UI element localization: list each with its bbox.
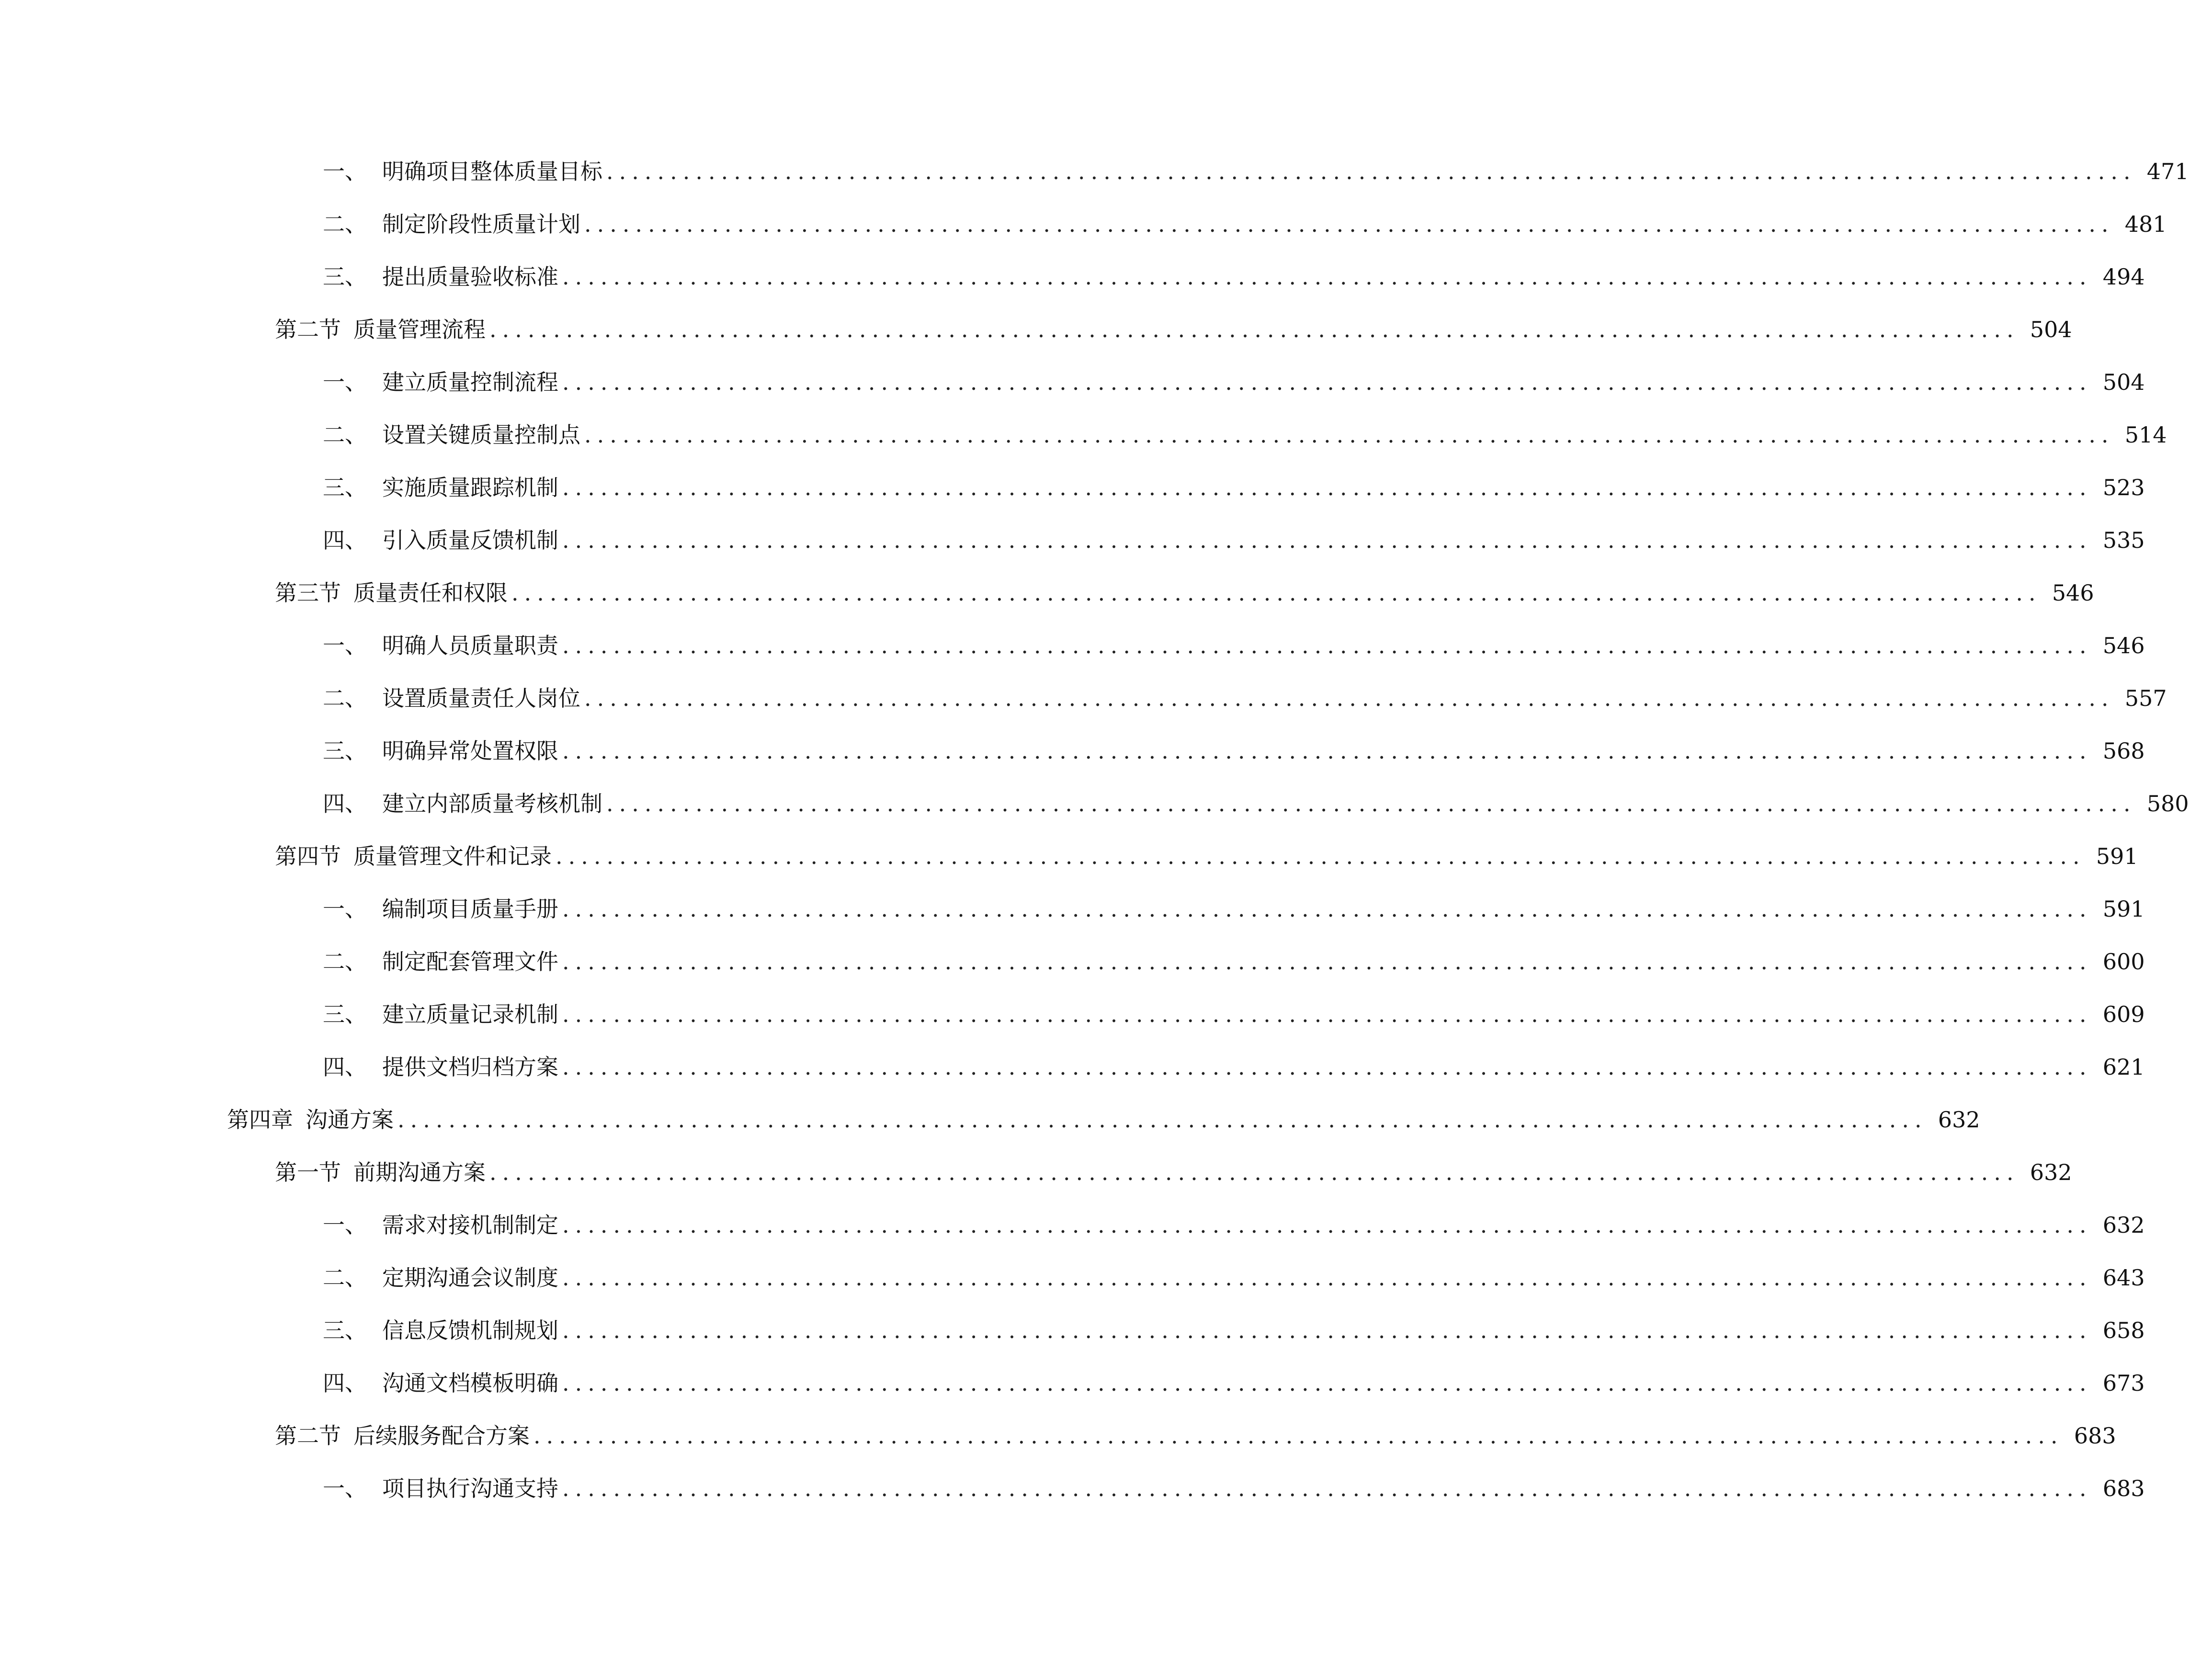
- toc-entry[interactable]: [0, 574, 2094, 612]
- toc-dot-leader: ........................................................................................................................: [562, 1265, 2092, 1291]
- toc-entry-page-number: 621: [2102, 1054, 2145, 1080]
- toc-dot-leader: ........................................................................................................................: [562, 475, 2092, 500]
- toc-entry-title: 定期沟通会议制度: [382, 1265, 558, 1291]
- toc-entry-marker: 第二节: [275, 1423, 341, 1449]
- toc-entry[interactable]: [0, 521, 2145, 559]
- toc-entry-title: 引入质量反馈机制: [382, 527, 558, 553]
- toc-dot-leader: ........................................................................................................................: [489, 317, 2019, 342]
- toc-dot-leader: ........................................................................................................................: [562, 264, 2092, 290]
- toc-entry[interactable]: [0, 416, 2167, 454]
- toc-entry-marker: 三、: [323, 475, 367, 500]
- toc-entry-title: 前期沟通方案: [353, 1159, 486, 1185]
- toc-entry-title: 建立内部质量考核机制: [382, 791, 602, 817]
- toc-entry-page-number: 591: [2096, 843, 2138, 869]
- toc-entry[interactable]: [0, 1469, 2145, 1508]
- toc-dot-leader: ........................................................................................................................: [562, 633, 2092, 658]
- toc-dot-leader: ........................................................................................................................: [606, 791, 2136, 817]
- toc-entry-marker: 一、: [323, 896, 367, 922]
- toc-dot-leader: ........................................................................................................................: [562, 1054, 2092, 1080]
- toc-entry-title: 建立质量记录机制: [382, 1001, 558, 1027]
- toc-dot-leader: ........................................................................................................................: [562, 1476, 2092, 1501]
- toc-entry-marker: 第四章: [227, 1107, 293, 1133]
- toc-dot-leader: ........................................................................................................................: [562, 1370, 2092, 1396]
- toc-entry-marker: 一、: [323, 1476, 367, 1501]
- toc-entry-page-number: 632: [2030, 1159, 2072, 1185]
- toc-entry[interactable]: [0, 1206, 2145, 1244]
- toc-entry[interactable]: [0, 363, 2145, 401]
- toc-entry-title: 质量责任和权限: [353, 580, 508, 606]
- toc-entry-marker: 第四节: [275, 843, 341, 869]
- toc-entry-page-number: 504: [2102, 369, 2145, 395]
- toc-entry-page-number: 658: [2102, 1317, 2145, 1343]
- toc-entry-marker: 第三节: [275, 580, 341, 606]
- toc-dot-leader: ........................................................................................................................: [562, 527, 2092, 553]
- toc-entry[interactable]: [0, 258, 2145, 296]
- toc-dot-leader: ........................................................................................................................: [562, 369, 2092, 395]
- toc-entry-marker: 第二节: [275, 317, 341, 342]
- toc-entry[interactable]: [0, 732, 2145, 770]
- toc-entry-title: 设置关键质量控制点: [382, 422, 580, 448]
- toc-entry-marker: 三、: [323, 738, 367, 764]
- toc-entry-title: 设置质量责任人岗位: [382, 685, 580, 711]
- toc-entry-title: 提供文档归档方案: [382, 1054, 558, 1080]
- toc-entry-page-number: 481: [2124, 211, 2167, 237]
- toc-entry-title: 实施质量跟踪机制: [382, 475, 558, 500]
- toc-entry-title: 需求对接机制制定: [382, 1212, 558, 1238]
- toc-dot-leader: ........................................................................................................................: [533, 1423, 2064, 1449]
- toc-entry-page-number: 683: [2074, 1423, 2116, 1449]
- toc-dot-leader: ........................................................................................................................: [562, 1001, 2092, 1027]
- toc-dot-leader: ........................................................................................................................: [562, 1317, 2092, 1343]
- toc-dot-leader: ........................................................................................................................: [562, 738, 2092, 764]
- toc-entry-marker: 二、: [323, 422, 367, 448]
- toc-entry[interactable]: [0, 784, 2189, 823]
- toc-entry-title: 编制项目质量手册: [382, 896, 558, 922]
- toc-dot-leader: ........................................................................................................................: [511, 580, 2042, 606]
- toc-entry[interactable]: [0, 837, 2138, 875]
- toc-entry-marker: 二、: [323, 211, 367, 237]
- toc-entry[interactable]: [0, 205, 2167, 243]
- toc-dot-leader: ........................................................................................................................: [606, 159, 2136, 184]
- toc-entry-title: 明确人员质量职责: [382, 633, 558, 658]
- toc-entry-title: 明确异常处置权限: [382, 738, 558, 764]
- toc-entry-title: 项目执行沟通支持: [382, 1476, 558, 1501]
- toc-entry-marker: 一、: [323, 369, 367, 395]
- toc-dot-leader: ........................................................................................................................: [562, 896, 2092, 922]
- toc-entry[interactable]: [0, 679, 2167, 717]
- toc-entry-title: 信息反馈机制规划: [382, 1317, 558, 1343]
- toc-entry-marker: 四、: [323, 1054, 367, 1080]
- toc-entry-page-number: 632: [1938, 1107, 1980, 1133]
- toc-dot-leader: ........................................................................................................................: [584, 422, 2114, 448]
- toc-entry-marker: 四、: [323, 527, 367, 553]
- toc-entry-marker: 三、: [323, 1317, 367, 1343]
- toc-entry-page-number: 523: [2102, 475, 2145, 500]
- toc-entry-page-number: 600: [2102, 949, 2145, 975]
- toc-entry-page-number: 643: [2102, 1265, 2145, 1291]
- toc-entry-page-number: 557: [2124, 685, 2167, 711]
- toc-entry-marker: 一、: [323, 633, 367, 658]
- toc-entry-title: 沟通方案: [306, 1107, 394, 1133]
- toc-dot-leader: ........................................................................................................................: [562, 1212, 2092, 1238]
- toc-entry-page-number: 494: [2102, 264, 2145, 290]
- toc-entry[interactable]: [0, 468, 2145, 507]
- toc-entry-title: 质量管理文件和记录: [353, 843, 552, 869]
- toc-entry-marker: 三、: [323, 264, 367, 290]
- toc-entry[interactable]: [0, 1417, 2116, 1455]
- toc-entry-page-number: 632: [2102, 1212, 2145, 1238]
- toc-entry-page-number: 471: [2146, 159, 2189, 184]
- toc-entry[interactable]: [0, 1048, 2145, 1086]
- toc-entry-page-number: 514: [2124, 422, 2167, 448]
- toc-entry-page-number: 504: [2030, 317, 2072, 342]
- toc-dot-leader: ........................................................................................................................: [584, 211, 2114, 237]
- toc-entry-title: 明确项目整体质量目标: [382, 159, 602, 184]
- toc-dot-leader: ........................................................................................................................: [397, 1107, 1928, 1133]
- toc-dot-leader: ........................................................................................................................: [562, 949, 2092, 975]
- toc-entry-marker: 一、: [323, 1212, 367, 1238]
- toc-dot-leader: ........................................................................................................................: [489, 1159, 2019, 1185]
- toc-entry-page-number: 673: [2102, 1370, 2145, 1396]
- toc-entry[interactable]: [0, 626, 2145, 665]
- toc-dot-leader: ........................................................................................................................: [584, 685, 2114, 711]
- toc-entry[interactable]: [0, 1259, 2145, 1297]
- toc-entry-page-number: 683: [2102, 1476, 2145, 1501]
- toc-entry-marker: 二、: [323, 949, 367, 975]
- toc-entry[interactable]: [0, 1101, 1980, 1139]
- toc-entry[interactable]: [0, 310, 2072, 349]
- toc-entry-marker: 四、: [323, 791, 367, 817]
- toc-entry-page-number: 546: [2052, 580, 2094, 606]
- toc-entry-marker: 四、: [323, 1370, 367, 1396]
- toc-entry-page-number: 568: [2102, 738, 2145, 764]
- toc-entry-page-number: 609: [2102, 1001, 2145, 1027]
- toc-entry[interactable]: [0, 1311, 2145, 1350]
- toc-entry-title: 沟通文档模板明确: [382, 1370, 558, 1396]
- toc-entry[interactable]: [0, 1153, 2072, 1192]
- toc-entry-marker: 一、: [323, 159, 367, 184]
- toc-entry-title: 质量管理流程: [353, 317, 486, 342]
- toc-entry[interactable]: [0, 890, 2145, 928]
- toc-entry-marker: 二、: [323, 1265, 367, 1291]
- toc-entry-title: 建立质量控制流程: [382, 369, 558, 395]
- toc-entry-page-number: 580: [2146, 791, 2189, 817]
- toc-entry-page-number: 546: [2102, 633, 2145, 658]
- toc-entry-title: 制定配套管理文件: [382, 949, 558, 975]
- toc-entry-page-number: 591: [2102, 896, 2145, 922]
- toc-entry[interactable]: [0, 995, 2145, 1033]
- toc-entry-title: 制定阶段性质量计划: [382, 211, 580, 237]
- toc-entry-marker: 第一节: [275, 1159, 341, 1185]
- toc-dot-leader: ........................................................................................................................: [556, 843, 2086, 869]
- toc-entry-marker: 二、: [323, 685, 367, 711]
- toc-entry[interactable]: [0, 152, 2189, 191]
- toc-entry[interactable]: [0, 1364, 2145, 1402]
- toc-entry-title: 提出质量验收标准: [382, 264, 558, 290]
- toc-entry-title: 后续服务配合方案: [353, 1423, 530, 1449]
- toc-entry-page-number: 535: [2102, 527, 2145, 553]
- toc-entry[interactable]: [0, 942, 2145, 981]
- toc-entry-marker: 三、: [323, 1001, 367, 1027]
